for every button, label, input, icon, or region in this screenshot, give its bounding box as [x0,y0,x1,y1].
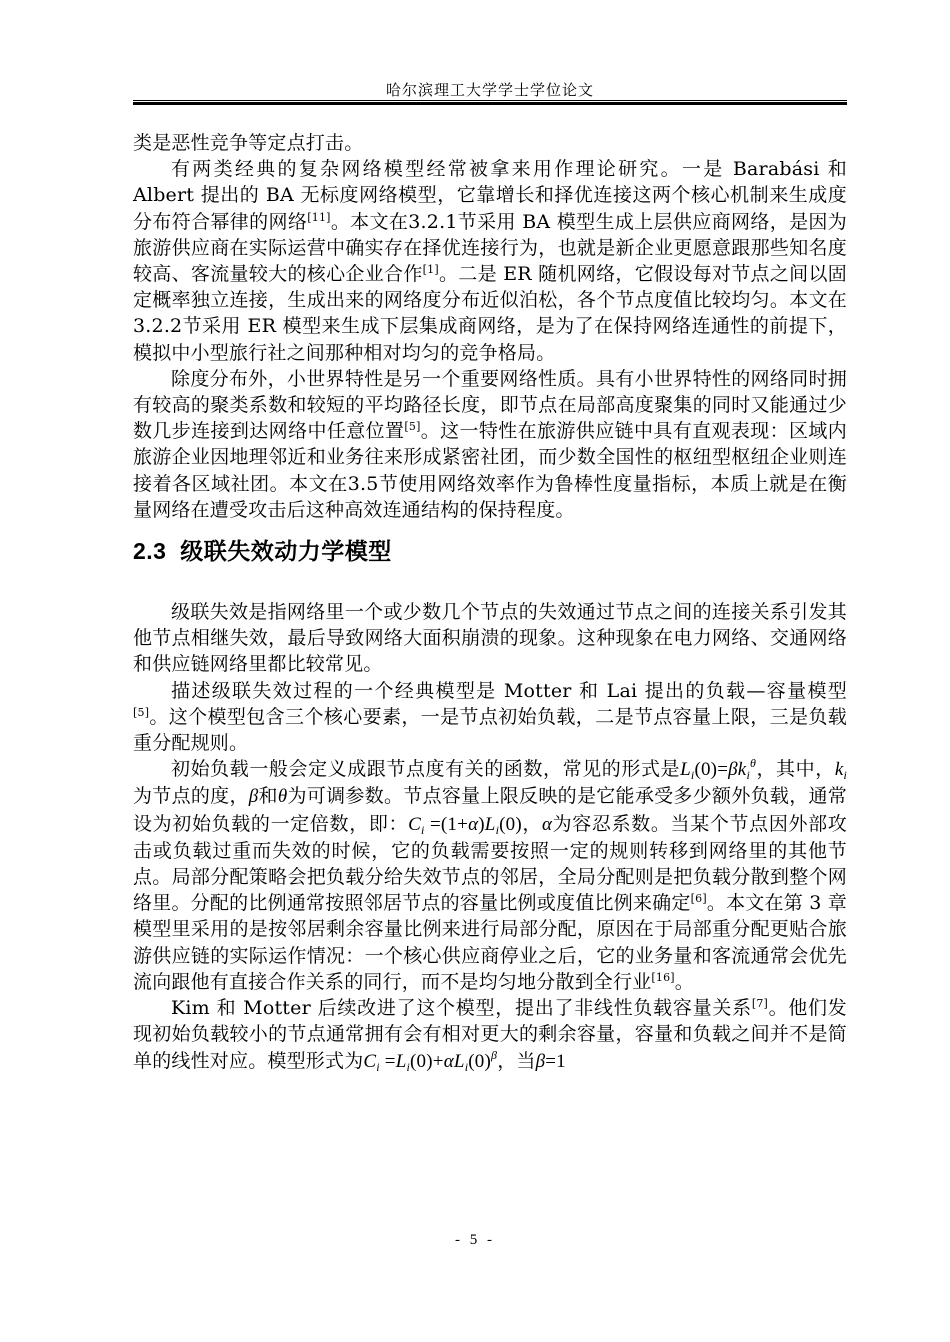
symbol-beta: β [248,786,259,808]
paragraph-motter-lai: 描述级联失效过程的一个经典模型是 Motter 和 Lai 提出的负载—容量模型[5]。这个模型包含三个核心要素，一是节点初始负载，二是节点容量上限，三是负载重分配规则。 [133,679,847,755]
formula-initial-load: $L_i(0)=\beta k_i^\theta$ [680,756,757,783]
paragraph-kim-motter: Kim 和 Motter 后续改进了这个模型，提出了非线性负载容量关系[7]。他们发现初始负载较小的节点通常拥有会有相对更大的剩余容量，容量和负载之间并不是简单的线性对应。模型形式为$C_i =L_i(0)+\alpha L_i(0)^\beta$，当β=1 [133,997,847,1074]
paragraph-small-world: 除度分布外，小世界特性是另一个重要网络性质。具有小世界特性的网络同时拥有较高的聚类系数和较短的平均路径长度，即节点在局部高度聚集的同时又能通过少数几步连接到达网络中任意位置[5]。这一特性在旅游供应链中具有直观表现：区域内旅游企业因地理邻近和业务往来形成紧密社团，而少数全国性的枢纽型枢纽企业则连接着各区域社团。本文在3.5节使用网络效率作为鲁棒性度量指标，本质上就是在衡量网络在遭受攻击后这种高效连通结构的保持程度。 [133,367,847,521]
section-title: 级联失效动力学模型 [180,538,392,565]
page-number: - 5 - [455,1232,495,1248]
paragraph-continuation: 类是恶性竞争等定点打击。 [133,132,364,154]
symbol-alpha: α [541,813,553,835]
paragraph-network-models: 有两类经典的复杂网络模型经常被拿来用作理论研究。一是 Barabási 和 Albert 提出的 BA 无标度网络模型，它靠增长和择优连接这两个核心机制来生成度分布符合幂律的网络[11]。本文在3.2.1节采用 BA 模型生成上层供应商网络，是因为旅游供应商在实际运营中确实存在择优连接行为，也就是新企业更愿意跟那些知名度较高、客流量较大的核心企业合作[1]。二是 ER 随机网络，它假设每对节点之间以固定概率独立连接，生成出来的网络度分布近似泊松，各个节点度值比较均匀。本文在3.2.2节采用 ER 模型来生成下层集成商网络，是为了在保持网络连通性的前提下，模拟中小型旅行社之间那种相对均匀的竞争格局。 [133,158,847,364]
document-body [133,130,847,1075]
header-rule [133,100,847,101]
citation: [7] [751,997,769,1011]
symbol-k: $k_i$ [834,759,847,783]
symbol-beta: β [535,1050,546,1072]
section-heading [133,533,847,569]
header-rule-thick [133,102,847,105]
running-header: 哈尔滨理工大学学士学位论文 [385,81,594,99]
symbol-theta: θ [277,786,288,808]
citation: [5] [404,420,421,434]
formula-nonlinear-capacity: $C_i =L_i(0)+\alpha L_i(0)^\beta$ [363,1047,498,1074]
citation: [16] [651,970,675,984]
paragraph-initial-load: 初始负载一般会定义成跟节点度有关的函数，常见的形式是$L_i(0)=\beta k_i^\theta$，其中，$k_i$为节点的度，β和θ为可调参数。节点容量上限反映的是它能承受多少额外负载，通常设为初始负载的一定倍数，即：$C_i =(1+\alpha)L_i(0)$，α为容忍系数。当某个节点因外部攻击或负载过重而失效的时候，它的负载需要按照一定的规则转移到网络里的其他节点。局部分配策略会把负载分给失效节点的邻居，全局分配则是把负载分散到整个网络里。分配的比例通常按照邻居节点的容量比例或度值比例来确定[6]。本文在第 3 章模型里采用的是按邻居剩余容量比例来进行局部分配，原因在于局部重分配更贴合旅游供应链的实际运作情况：一个核心供应商停业之后，它的业务量和客流通常会优先流向跟他有直接合作关系的同行，而不是均匀地分散到全行业[16]。 [133,756,848,993]
section-number: 2.3 [133,538,167,565]
citation: [11] [307,210,331,224]
formula-capacity: $C_i =(1+\alpha)L_i(0)$ [408,813,522,837]
citation: [5] [133,705,150,719]
citation: [6] [690,892,707,906]
citation: [1] [422,263,439,277]
section-spacer [133,569,847,599]
paragraph-cascading-definition: 级联失效是指网络里一个或少数几个节点的失效通过节点之间的连接关系引发其他节点相继失效，最后导致网络大面积崩溃的现象。这种现象在电力网络、交通网络和供应链网络里都比较常见。 [133,601,847,676]
